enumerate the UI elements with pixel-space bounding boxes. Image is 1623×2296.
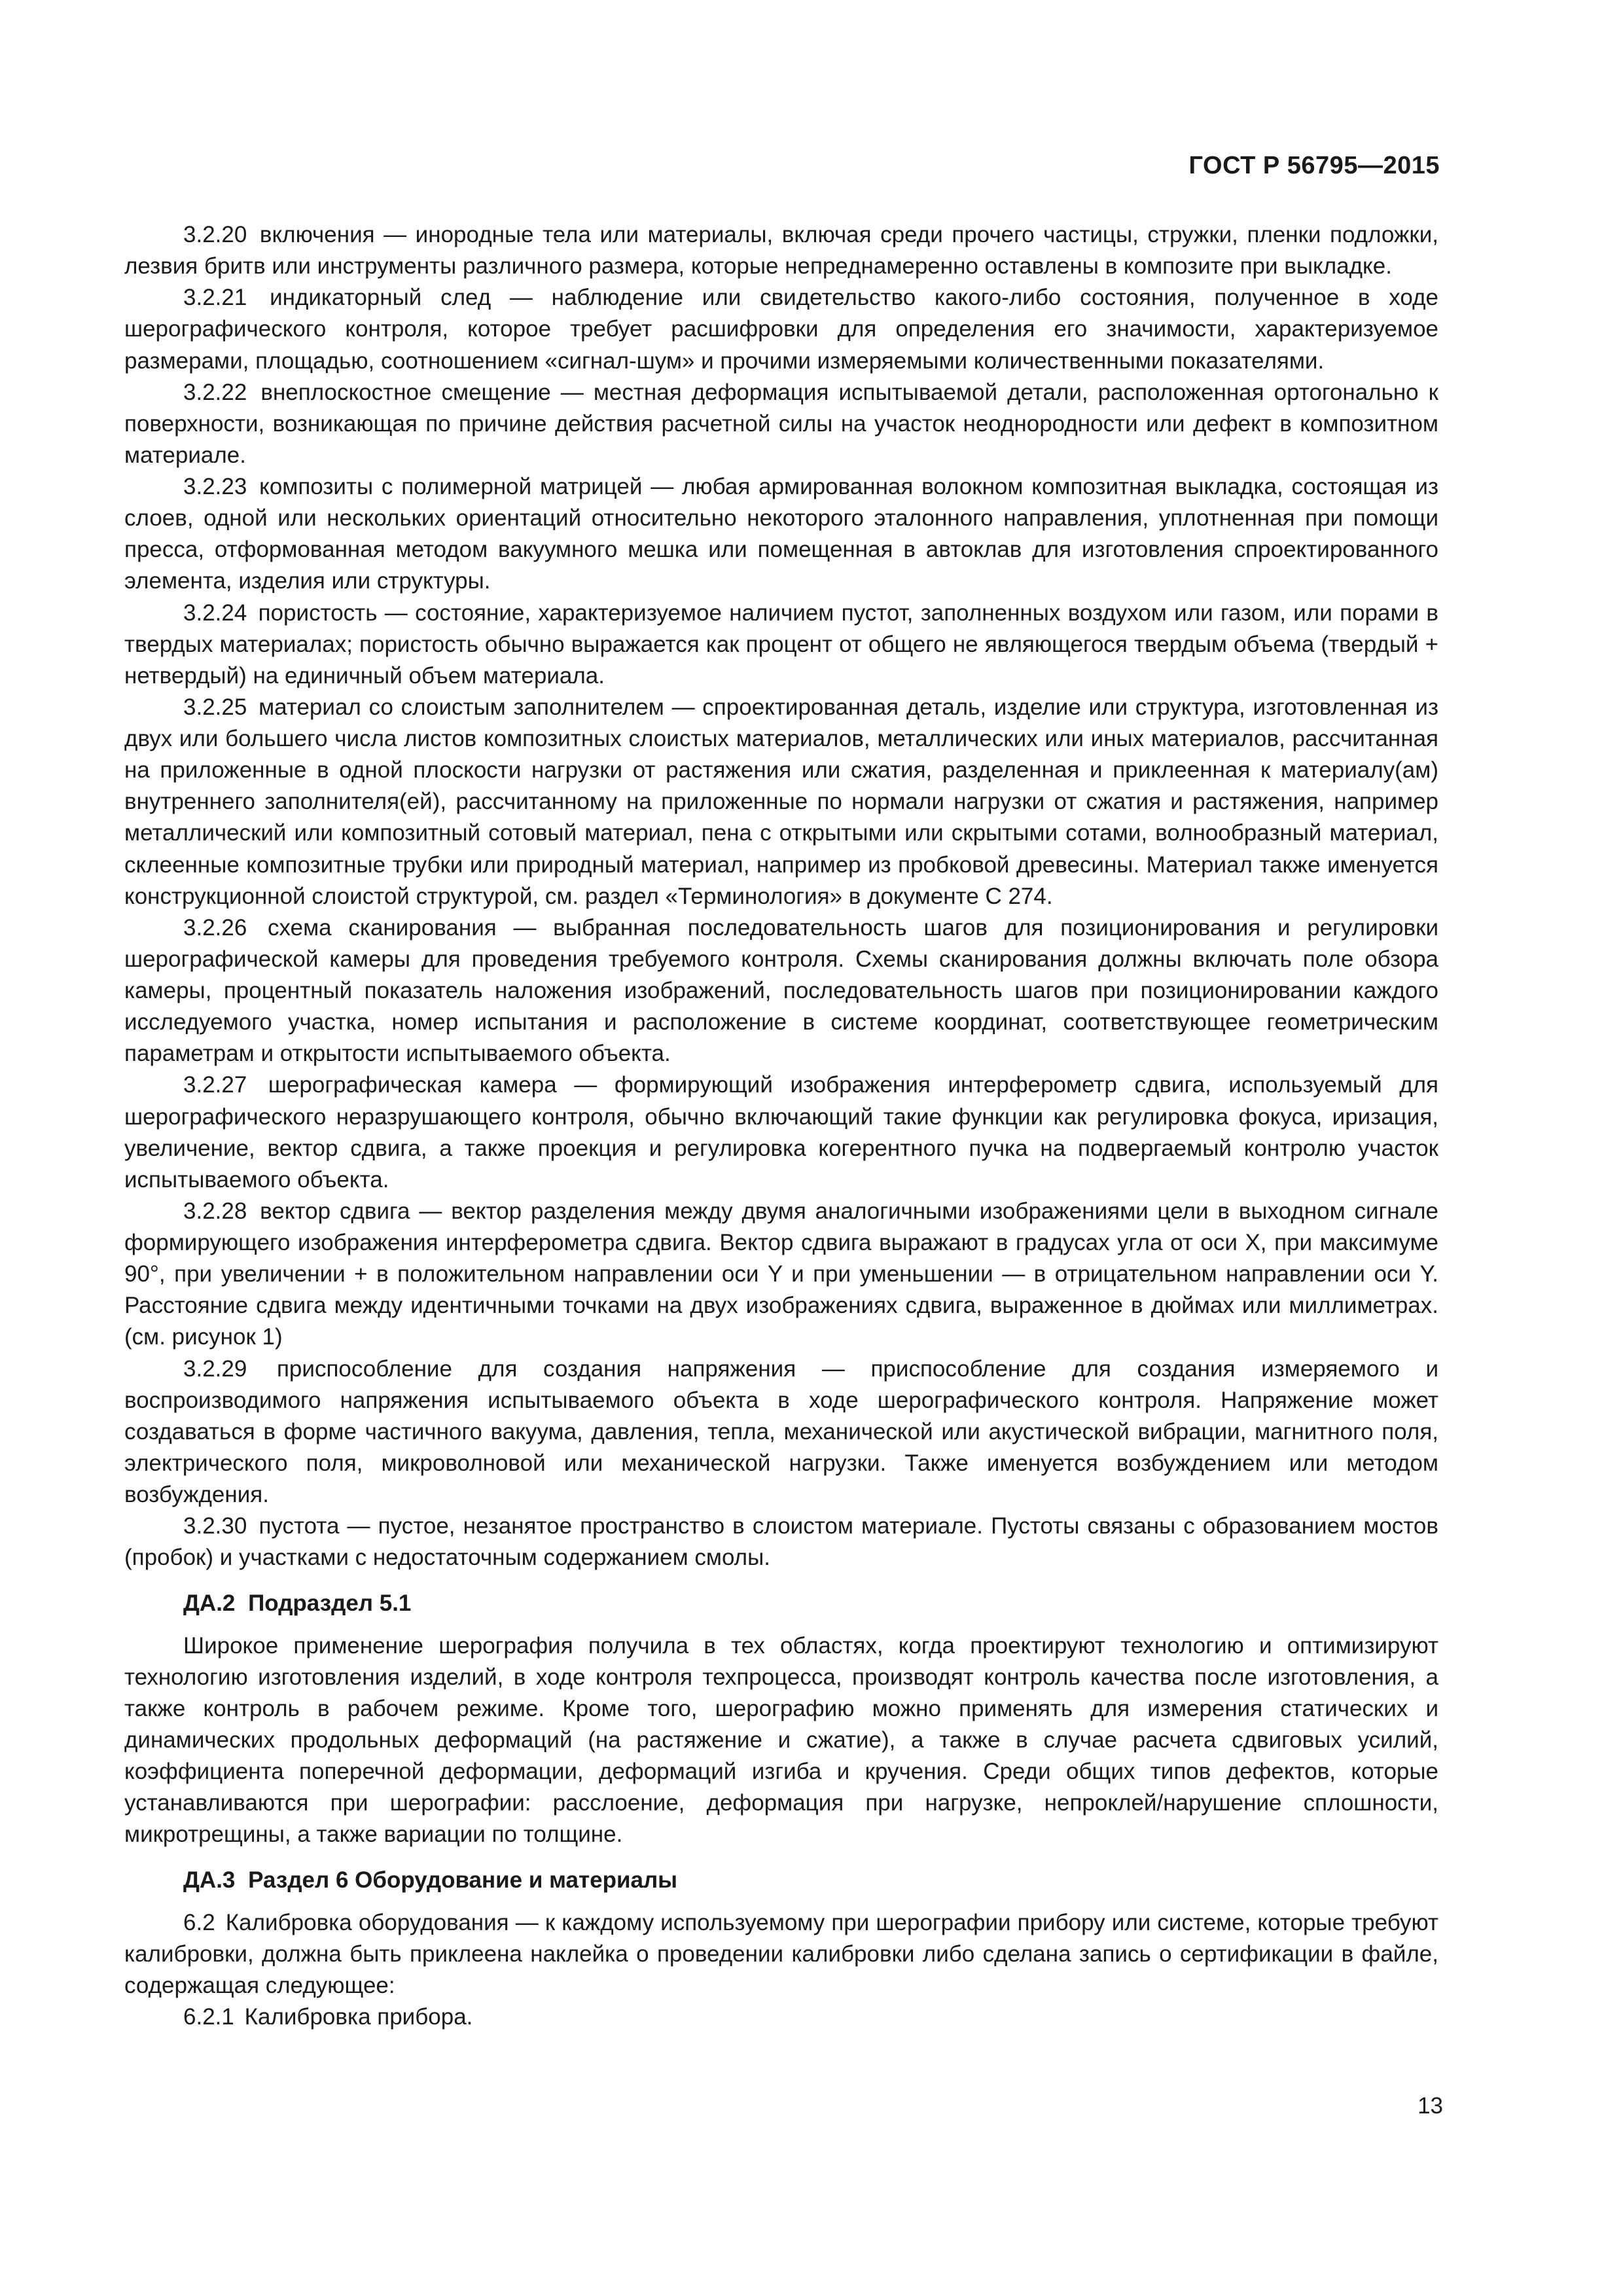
- term-paragraph: [124, 1511, 1438, 1573]
- clause-text: Калибровка оборудования — к каждому используемому при шерографии прибору или системе, которые требуют калибровки, должна быть приклеена наклейка о проведении калибровки либо сделана запись о сертификации в файле, содержащая следующее:: [124, 1909, 1438, 1998]
- page-number: 13: [1418, 2093, 1443, 2119]
- section-da2-paragraph: Широкое применение шерография получила в тех областях, когда проектируют технологию и оптимизируют технологию изготовления изделий, в ходе контроля техпроцесса, производят контроль качества после изготовления, а также контроль в рабочем режиме. Кроме того, шерографию можно применять для измерения статических и динамических продольных деформаций (на растяжение и сжатие), а также в случае расчета сдвиговых усилий, коэффициента поперечной деформации, деформаций изгиба и кручения. Среди общих типов дефектов, которые устанавливаются при шерографии: расслоение, деформация при нагрузке, непроклей/нарушение сплошности, микротрещины, а также вариации по толщине.: [124, 1632, 1438, 1848]
- term-paragraph: [124, 282, 1438, 376]
- section-title: Подраздел 5.1: [248, 1590, 412, 1617]
- section-number: ДА.2: [183, 1590, 236, 1617]
- term-number: 3.2.22: [183, 379, 247, 405]
- clause-paragraph: [124, 1907, 1438, 2001]
- term-paragraph: [124, 1069, 1438, 1196]
- term-paragraph: [124, 219, 1438, 282]
- term-paragraph: [124, 1354, 1438, 1511]
- document-code-header: ГОСТ Р 56795—2015: [1188, 152, 1440, 179]
- term-paragraph: [124, 598, 1438, 692]
- clause-number: 6.2: [183, 1909, 215, 1935]
- term-text: пустота — пустое, незанятое пространство в слоистом материале. Пустоты связаны с образованием мостов (пробок) и участками с недостаточным содержанием смолы.: [124, 1513, 1438, 1571]
- term-number: 3.2.27: [183, 1072, 247, 1098]
- term-text: пористость — состояние, характеризуемое наличием пустот, заполненных воздухом или газом, или порами в твердых материалах; пористость обычно выражается как процент от общего не являющегося твердым объема (твердый + нетвердый) на единичный объем материала.: [124, 600, 1438, 689]
- term-paragraph: [124, 1196, 1438, 1354]
- section-heading-da2: [124, 1588, 1438, 1619]
- term-number: 3.2.30: [183, 1513, 247, 1539]
- term-paragraph: [124, 377, 1438, 471]
- clause-number: 6.2.1: [183, 2003, 234, 2030]
- term-number: 3.2.28: [183, 1198, 247, 1224]
- term-number: 3.2.23: [183, 474, 247, 499]
- term-text: композиты с полимерной матрицей — любая армированная волокном композитная выкладка, состоящая из слоев, одной или нескольких ориентаций относительно некоторого эталонного направления, уплотненная при помощи пресса, отформованная методом вакуумного мешка или помещенная в автоклав для изготовления спроектированного элемента, изделия или структуры.: [124, 474, 1438, 594]
- term-text: материал со слоистым заполнителем — спроектированная деталь, изделие или структура, изготовленная из двух или большего числа листов композитных слоистых материалов, металлических или иных материалов, рассчитанная на приложенные в одной плоскости нагрузки от растяжения или сжатия, разделенная и приклеенная к материалу(ам) внутреннего заполнителя(ей), рассчитанному на приложенные по нормали нагрузки от сжатия и растяжения, например металлический или композитный сотовый материал, пена с открытыми или скрытыми сотами, волнообразный материал, склеенные композитные трубки или природный материал, например из пробковой древесины. Материал также именуется конструкционной слоистой структурой, см. раздел «Терминология» в документе С 274.: [124, 694, 1439, 909]
- term-number: 3.2.29: [183, 1355, 247, 1382]
- document-body: [124, 219, 1438, 2033]
- term-number: 3.2.20: [183, 222, 247, 247]
- term-number: 3.2.21: [183, 285, 247, 311]
- term-text: приспособление для создания напряжения — приспособление для создания измеряемого и воспроизводимого напряжения испытываемого объекта в ходе шерографического контроля. Напряжение может создаваться в форме частичного вакуума, давления, тепла, механической или акустической вибрации, магнитного поля, электрического поля, микроволновой или механической нагрузки. Также именуется возбуждением или методом возбуждения.: [124, 1355, 1438, 1507]
- term-paragraph: [124, 912, 1438, 1070]
- section-number: ДА.3: [183, 1867, 236, 1893]
- term-number: 3.2.24: [183, 600, 247, 626]
- term-text: вектор сдвига — вектор разделения между двумя аналогичными изображениями цели в выходном сигнале формирующего изображения интерферометра сдвига. Вектор сдвига выражают в градусах угла от оси X, при максимуме 90°, при увеличении + в положительном направлении оси Y и при уменьшении — в отрицательном направлении оси Y. Расстояние сдвига между идентичными точками на двух изображениях сдвига, выраженное в дюймах или миллиметрах. (см. рисунок 1): [124, 1198, 1438, 1350]
- term-number: 3.2.25: [183, 694, 247, 720]
- term-text: включения — инородные тела или материалы, включая среди прочего частицы, стружки, пленки подложки, лезвия бритв или инструменты различного размера, которые непреднамеренно оставлены в композите при выкладке.: [124, 222, 1438, 279]
- section-heading-da3: [124, 1865, 1438, 1896]
- clause-paragraph: [124, 2001, 1438, 2033]
- term-number: 3.2.26: [183, 914, 247, 941]
- term-text: шерографическая камера — формирующий изображения интерферометр сдвига, используемый для шерографического неразрушающего контроля, обычно включающий такие функции как регулировка фокуса, иризация, увеличение, вектор сдвига, а также проекция и регулировка когерентного пучка на подвергаемый контролю участок испытываемого объекта.: [124, 1072, 1438, 1193]
- clause-text: Калибровка прибора.: [244, 2003, 473, 2030]
- term-paragraph: [124, 692, 1438, 912]
- term-paragraph: [124, 471, 1438, 598]
- term-text: индикаторный след — наблюдение или свидетельство какого-либо состояния, полученное в ходе шерографического контроля, которое требует расшифровки для определения его значимости, характеризуемое размерами, площадью, соотношением «сигнал-шум» и прочими измеряемыми количественными показателями.: [124, 285, 1438, 374]
- term-text: внеплоскостное смещение — местная деформация испытываемой детали, расположенная ортогонально к поверхности, возникающая по причине действия расчетной силы на участок неоднородности или дефект в композитном материале.: [124, 379, 1438, 468]
- term-text: схема сканирования — выбранная последовательность шагов для позиционирования и регулировки шерографической камеры для проведения требуемого контроля. Схемы сканирования должны включать поле обзора камеры, процентный показатель наложения изображений, последовательность шагов при позиционировании каждого исследуемого участка, номер испытания и расположение в системе координат, соответствующее геометрическим параметрам и открытости испытываемого объекта.: [124, 914, 1439, 1067]
- section-title: Раздел 6 Оборудование и материалы: [248, 1867, 678, 1893]
